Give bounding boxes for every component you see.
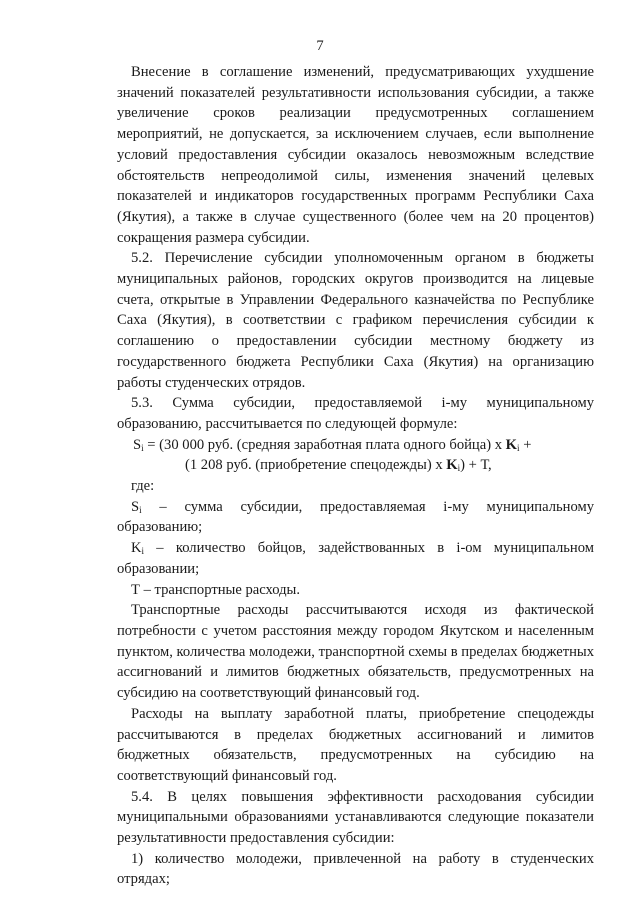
document-body xyxy=(117,62,594,890)
formula-symbol-s: S xyxy=(133,436,142,453)
definition-k-symbol: K xyxy=(131,540,142,557)
definition-s-subscript: i xyxy=(139,504,142,515)
formula-line-1-text: = (30 000 руб. (средняя заработная плата одного бойца) x xyxy=(143,436,506,453)
definition-k-subscript: i xyxy=(141,546,145,557)
paragraph-amendment: Внесение в соглашение изменений, предусматривающих ухудшение значений показателей результативности использования субсидии, а также увеличение сроков реализации предусмотренных соглашением мероприятий, не допускается, за исключением случаев, если выполнение условий предоставления субсидии оказалось невозможным вследствие обстоятельств непреодолимой силы, изменения значений целевых показателей и индикаторов государственных программ Республики Саха (Якутия), а также в случае существенного (более чем на 20 процентов) сокращения размера субсидии. xyxy=(117,64,594,246)
formula-line-1-end: + xyxy=(519,436,532,453)
formula-subscript-i: i xyxy=(517,442,520,453)
definition-s-text: – сумма субсидии, предоставляемая i-му муниципальному образованию; xyxy=(117,498,594,536)
formula-line-2 xyxy=(117,455,594,476)
paragraph-5-4: 5.4. В целях повышения эффективности расходования субсидии муниципальными образованиями устанавливаются следующие показатели результативности предоставления субсидии: xyxy=(117,788,594,847)
formula-line-1 xyxy=(117,435,594,456)
formula-symbol-k: K xyxy=(446,457,458,474)
definition-k-text: – количество бойцов, задействованных в i-ом муниципальном образовании; xyxy=(117,540,594,577)
definition-s-symbol: S xyxy=(131,498,140,515)
paragraph-5-2: 5.2. Перечисление субсидии уполномоченным органом в бюджеты муниципальных районов, городских округов производится на лицевые счета, открытые в Управлении Федерального казначейства по Республике Саха (Якутия), в соответствии с графиком перечисления субсидии к соглашению о предоставлении субсидии местному бюджету из государственного бюджета Республики Саха (Якутия) на организацию работы студенческих отрядов. xyxy=(117,250,594,391)
formula-subscript-i: i xyxy=(457,463,461,474)
definition-s xyxy=(117,497,594,538)
where-label: где: xyxy=(131,478,155,495)
page-number: 7 xyxy=(316,38,324,54)
formula-line-2-text: (1 208 руб. (приобретение спецодежды) x xyxy=(185,457,447,474)
list-item-1: 1) количество молодежи, привлеченной на работу в студенческих отрядах; xyxy=(117,850,594,888)
definition-t: Т – транспортные расходы. xyxy=(131,581,301,598)
paragraph-5-3: 5.3. Сумма субсидии, предоставляемой i-му муниципальному образованию, рассчитывается по следующей формуле: xyxy=(117,395,594,432)
formula-symbol-k: K xyxy=(505,436,518,453)
formula-subscript-i: i xyxy=(141,442,144,453)
formula-line-2-end: ) + Т, xyxy=(460,457,492,474)
paragraph-salary: Расходы на выплату заработной платы, приобретение спецодежды рассчитываются в пределах бюджетных ассигнований и лимитов бюджетных обязательств, предусмотренных на субсидию на соответствующий финансовый год. xyxy=(117,705,594,784)
paragraph-transport: Транспортные расходы рассчитываются исходя из фактической потребности с учетом расстояния между городом Якутском и населенным пунктом, количества молодежи, транспортной схемы в пределах бюджетных ассигнований и лимитов бюджетных обязательств, предусмотренных на субсидию на соответствующий финансовый год. xyxy=(117,602,594,702)
definition-k xyxy=(117,538,594,579)
